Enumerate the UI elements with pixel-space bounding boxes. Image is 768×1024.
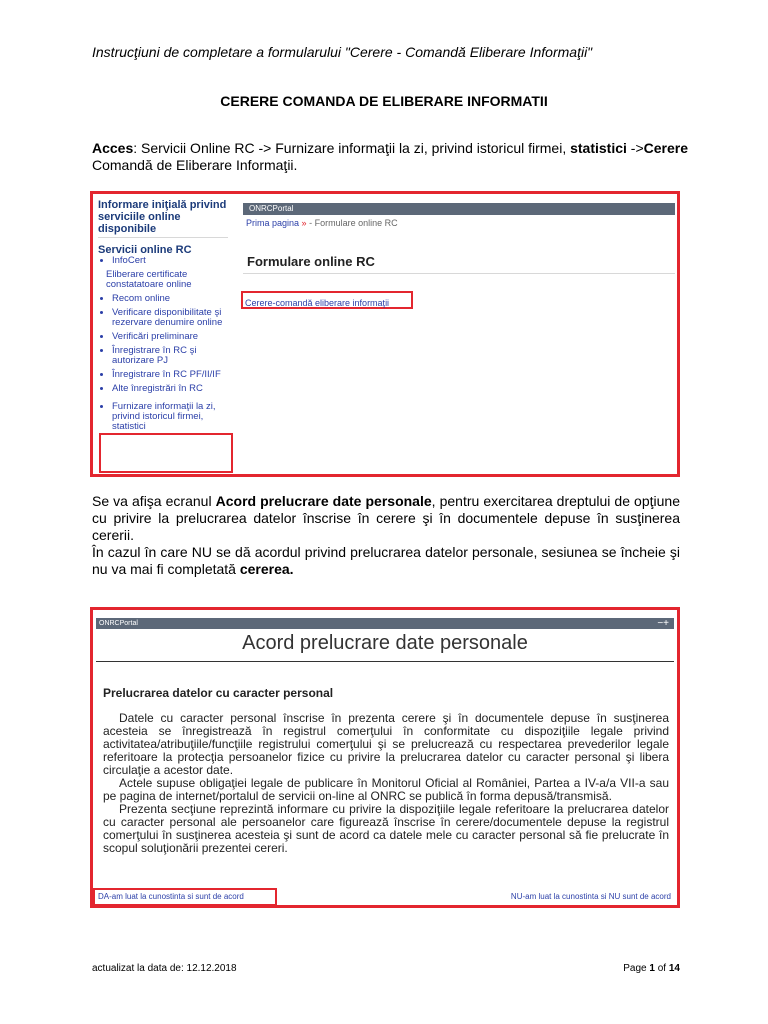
consent-body bbox=[103, 712, 669, 855]
page-total: 14 bbox=[668, 963, 680, 974]
consent-paragraph: Actele supuse obligaţiei legale de publicare în Monitorul Oficial al României, Partea a IV-a/a VII-a sau pe pagina de internet/portalul de servicii on-line al ONRC se publică în forma depusă/transmisă. bbox=[103, 776, 669, 803]
page-current: 1 bbox=[649, 963, 655, 974]
access-path bbox=[92, 140, 692, 174]
access-text-1: : Servicii Online RC -> Furnizare informaţii la zi, privind istoricul firmei, bbox=[133, 140, 571, 156]
sidebar-heading: Informare iniţială privind serviciile online disponibile bbox=[98, 199, 228, 238]
para-bold-2: cererea. bbox=[239, 561, 294, 577]
services-heading: Servicii online RC bbox=[98, 244, 192, 256]
screenshot-consent-dialog bbox=[90, 607, 680, 908]
consent-paragraph: Prezenta secţiune reprezintă informare cu privire la dispoziţiile legale referitoare la prelucrarea datelor cu caracter personal ale persoanelor care figurează înscrise în cerere/documentele depuse la registrul comerţului în susţinerea acesteia şi sunt de acord ca datele mele cu caracter personal să fie prelucrate în scopul soluţionării prezentei cereri. bbox=[103, 802, 669, 855]
footer-page-number bbox=[560, 963, 680, 974]
screenshot-services-menu bbox=[90, 191, 680, 477]
access-label: Acces bbox=[92, 140, 134, 156]
form-link[interactable]: Cerere-comandă eliberare informaţii bbox=[245, 298, 390, 308]
breadcrumb-separator-icon: » bbox=[301, 218, 307, 228]
portal-label: ONRCPortal bbox=[99, 620, 138, 627]
para-text-2: , pentru exercitarea dreptului de opţiune cu privire la prelucrarea datelor înscrise în cerere şi în documentele depuse în susţinerea cererii. bbox=[92, 493, 680, 543]
consent-title: Acord prelucrare date personale bbox=[96, 632, 674, 662]
footer-updated: actualizat la data de: 12.12.2018 bbox=[92, 963, 237, 974]
breadcrumb-home[interactable]: Prima pagina bbox=[246, 218, 300, 228]
sidebar-item-eliberare[interactable]: Eliberare certificate constatatoare online bbox=[106, 269, 192, 290]
access-bold-1: statistici bbox=[570, 140, 627, 156]
consent-subheading: Prelucrarea datelor cu caracter personal bbox=[103, 686, 334, 700]
disagree-link[interactable]: NU-am luat la cunostinta si NU sunt de acord bbox=[510, 892, 671, 901]
services-list bbox=[98, 256, 228, 266]
sidebar-item[interactable]: • Verificări preliminare bbox=[112, 332, 228, 342]
highlight-box-form-link bbox=[241, 291, 413, 309]
consent-paragraph: Datele cu caracter personal înscrise în prezenta cerere şi în documentele depuse în susţinerea acesteia se înregistrează în registrul comerţului în conformitate cu dispoziţiile legale privind activitatea/atribuţiile/funcţiile registrului comerţului şi se prelucrează cu respectarea prevederilor legale referitoare la protecţia persoanelor fizice cu privire la prelucrarea datelor cu caracter personal şi libera circulaţie a acestor date. bbox=[103, 711, 669, 777]
sidebar-item[interactable]: • Alte înregistrări în RC bbox=[112, 384, 228, 394]
page-word: Page bbox=[623, 963, 650, 974]
access-bold-2: Cerere bbox=[643, 140, 689, 156]
breadcrumb bbox=[243, 218, 675, 228]
sidebar-item-furnizare[interactable]: • Furnizare informaţii la zi, privind istoricul firmei, statistici bbox=[112, 402, 228, 432]
sidebar-item[interactable]: • Verificare disponibilitate şi rezervare denumire online bbox=[112, 308, 228, 328]
access-text-2: -> bbox=[626, 140, 644, 156]
portal-bar: ONRCPortal bbox=[243, 203, 675, 215]
sidebar-item[interactable]: • Recom online bbox=[112, 294, 228, 304]
document-header: Instrucţiuni de completare a formularului "Cerere - Comandă Eliberare Informaţii" bbox=[92, 44, 593, 60]
forms-panel bbox=[243, 203, 675, 274]
sidebar-item-infocert[interactable]: • InfoCert bbox=[112, 256, 228, 266]
access-text-3: Comandă de Eliberare Informaţii. bbox=[92, 157, 298, 173]
forms-title: Formulare online RC bbox=[243, 254, 675, 274]
portal-bar bbox=[96, 618, 674, 629]
para-text-1: Se va afişa ecranul bbox=[92, 493, 216, 509]
sidebar-item[interactable]: • Înregistrare în RC PF/II/IF bbox=[112, 370, 228, 380]
document-title: CERERE COMANDA DE ELIBERARE INFORMATII bbox=[220, 93, 548, 109]
sidebar-item[interactable]: • Înregistrare în RC şi autorizare PJ bbox=[112, 346, 228, 366]
page-of: of bbox=[654, 963, 669, 974]
window-controls-icon[interactable]: −+ bbox=[657, 618, 669, 629]
services-list-2 bbox=[98, 294, 228, 432]
para-text-3: În cazul în care NU se dă acordul privind prelucrarea datelor personale, sesiunea se încheie şi nu va mai fi completată bbox=[92, 544, 680, 577]
highlight-box-furnizare bbox=[99, 433, 233, 473]
breadcrumb-current: - Formulare online RC bbox=[309, 218, 398, 228]
services-sidebar bbox=[98, 199, 228, 436]
instruction-paragraph bbox=[92, 493, 680, 578]
para-bold-1: Acord prelucrare date personale bbox=[215, 493, 432, 509]
agree-link[interactable]: DA-am luat la cunostinta si sunt de acord bbox=[93, 888, 277, 906]
